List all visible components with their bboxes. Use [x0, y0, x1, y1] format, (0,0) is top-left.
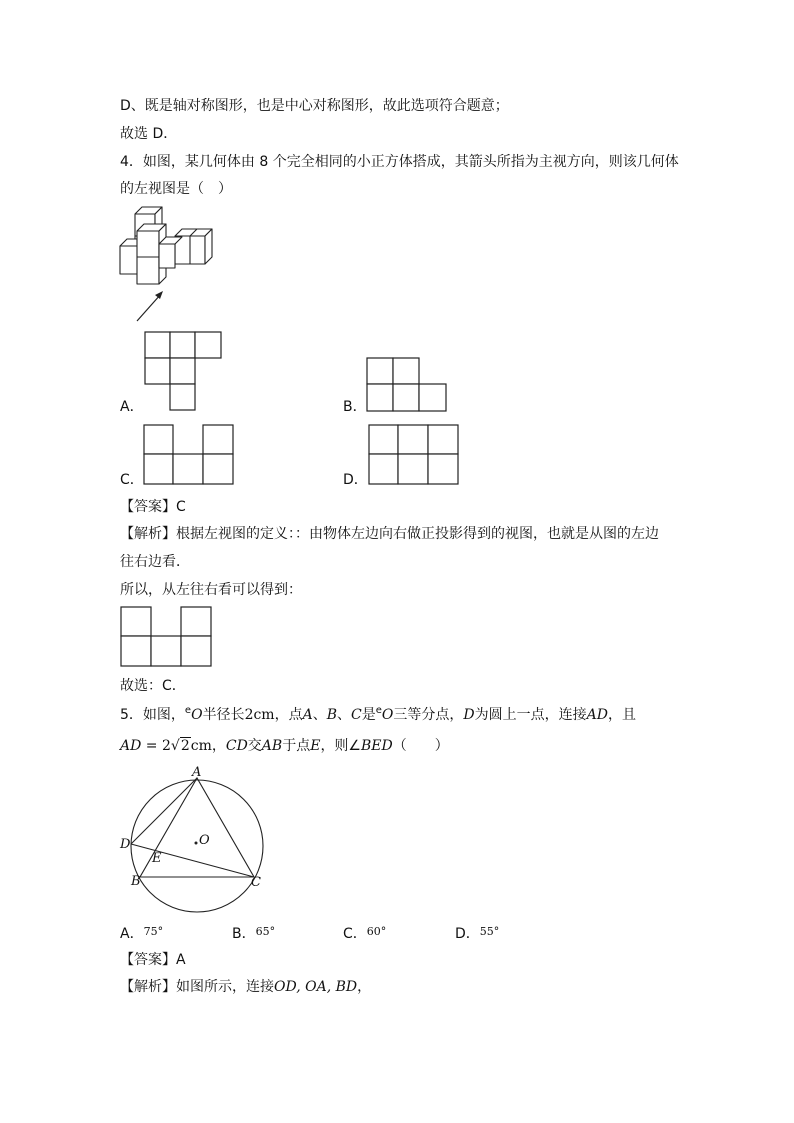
q4-option-d-figure	[368, 424, 460, 486]
sqrt-value: 2	[180, 738, 190, 754]
q5-option-a-letter: A．	[120, 926, 144, 942]
eq-mid: = 2	[141, 738, 171, 754]
q5-option-a-value: 75°	[143, 925, 164, 938]
q5-option-c-value: 60°	[366, 925, 387, 938]
circle-o	[131, 780, 263, 912]
q5-text-1: 半径长	[202, 707, 245, 723]
q5-text-8: 交	[247, 738, 262, 754]
q5-analysis-text: 如图所示，连接	[176, 979, 274, 995]
q5-option-d-value: 55°	[479, 925, 500, 938]
q4-answer-value: C	[176, 499, 186, 515]
q4-option-a-label: A．	[120, 399, 144, 415]
q4-option-b-label: B．	[343, 399, 367, 415]
label-c: C	[251, 875, 261, 890]
q4-option-d-label: D．	[343, 472, 368, 488]
q5-text-5: 为圆上一点，连接	[474, 707, 587, 723]
segment-ad: AD	[586, 707, 608, 723]
view-arrow	[137, 294, 161, 321]
point-e: E	[310, 738, 321, 754]
q4-stem-line-1: 4．如图，某几何体由 8 个完全相同的小正方体搭成，其箭头所指为主视方向，则该几何体	[120, 154, 679, 170]
q5-analysis-line	[120, 977, 371, 997]
label-d: D	[120, 837, 131, 852]
q5-option-b	[232, 924, 275, 945]
q5-answer-line	[120, 950, 186, 970]
analysis-tag-2: 【解析】	[120, 979, 176, 995]
point-a: A	[302, 707, 313, 723]
point-d: D	[463, 707, 475, 723]
q4-option-c-label: C．	[120, 472, 144, 488]
q5-text-11: （ ）	[392, 738, 449, 754]
q5-option-b-value: 65°	[255, 925, 276, 938]
circle-symbol-2: e	[375, 705, 382, 716]
q5-option-d-letter: D．	[455, 926, 480, 942]
prev-line-2: 故选 D．	[120, 126, 178, 142]
q5-text-9: 于点	[282, 738, 311, 754]
q4-solid-figure	[115, 200, 255, 330]
center-o-2: O	[381, 707, 394, 723]
q4-stem-line-2: 的左视图是（ ）	[120, 181, 232, 197]
q5-option-a	[120, 924, 163, 945]
q4-analysis-line-3: 所以，从左往右看可以得到：	[120, 582, 302, 598]
angle-bed: BED	[361, 738, 393, 754]
q5-sep-1: 、	[312, 707, 327, 723]
circle-symbol: e	[184, 705, 192, 716]
q5-text-7: ，	[211, 738, 226, 754]
q4-option-c-figure	[143, 424, 235, 486]
q5-option-c	[343, 924, 386, 945]
answer-tag: 【答案】	[120, 499, 176, 515]
q5-text-2: ，点	[274, 707, 303, 723]
prev-line-1: D、既是轴对称图形，也是中心对称图形，故此选项符合题意；	[120, 98, 509, 114]
q5-option-b-letter: B．	[232, 926, 256, 942]
q5-sep-2: 、	[337, 707, 352, 723]
label-b: B	[131, 874, 141, 889]
q5-analysis-segments: OD, OA, BD	[274, 979, 358, 995]
q4-option-a-figure	[144, 331, 224, 411]
center-o: O	[191, 707, 203, 723]
q4-analysis-figure	[120, 606, 214, 668]
q5-text-6: ，且	[607, 707, 636, 723]
q5-text-4: 三等分点，	[393, 707, 464, 723]
q5-circle-figure	[115, 764, 275, 914]
segment-ab: AB	[261, 738, 283, 754]
sqrt-symbol: √	[170, 738, 180, 754]
q5-stem-line-1	[120, 705, 636, 727]
q5-option-d	[455, 924, 499, 945]
q4-analysis-line-2: 往右边看．	[120, 554, 190, 570]
label-e: E	[152, 851, 162, 866]
q5-answer-value: A	[176, 952, 186, 968]
arrow-head-icon	[155, 291, 163, 299]
point-c: C	[351, 707, 362, 723]
q5-number: 5．如图，	[120, 707, 185, 723]
eq-unit: cm	[190, 738, 212, 754]
q5-text-10: ，则∠	[320, 738, 361, 754]
label-a: A	[192, 765, 202, 780]
q4-option-b-figure	[366, 357, 448, 413]
center-dot	[195, 842, 198, 845]
point-b: B	[326, 707, 338, 723]
radius-value: 2cm	[244, 707, 275, 723]
answer-tag-2: 【答案】	[120, 952, 176, 968]
segment-cd: CD	[225, 738, 248, 754]
q5-stem-line-2	[120, 736, 449, 756]
analysis-tag: 【解析】	[120, 526, 176, 542]
label-o: O	[199, 833, 210, 848]
q4-analysis-line-1	[120, 524, 659, 544]
q4-conclusion: 故选：C．	[120, 678, 186, 694]
q5-analysis-end: ，	[357, 979, 372, 995]
q4-analysis-text-1: 根据左视图的定义：：由物体左边向右做正投影得到的视图，也就是从图的左边	[176, 526, 659, 542]
eq-left-ad: AD	[120, 738, 142, 754]
q5-option-c-letter: C．	[343, 926, 367, 942]
q4-answer-line	[120, 497, 186, 517]
q5-text-3: 是	[361, 707, 376, 723]
